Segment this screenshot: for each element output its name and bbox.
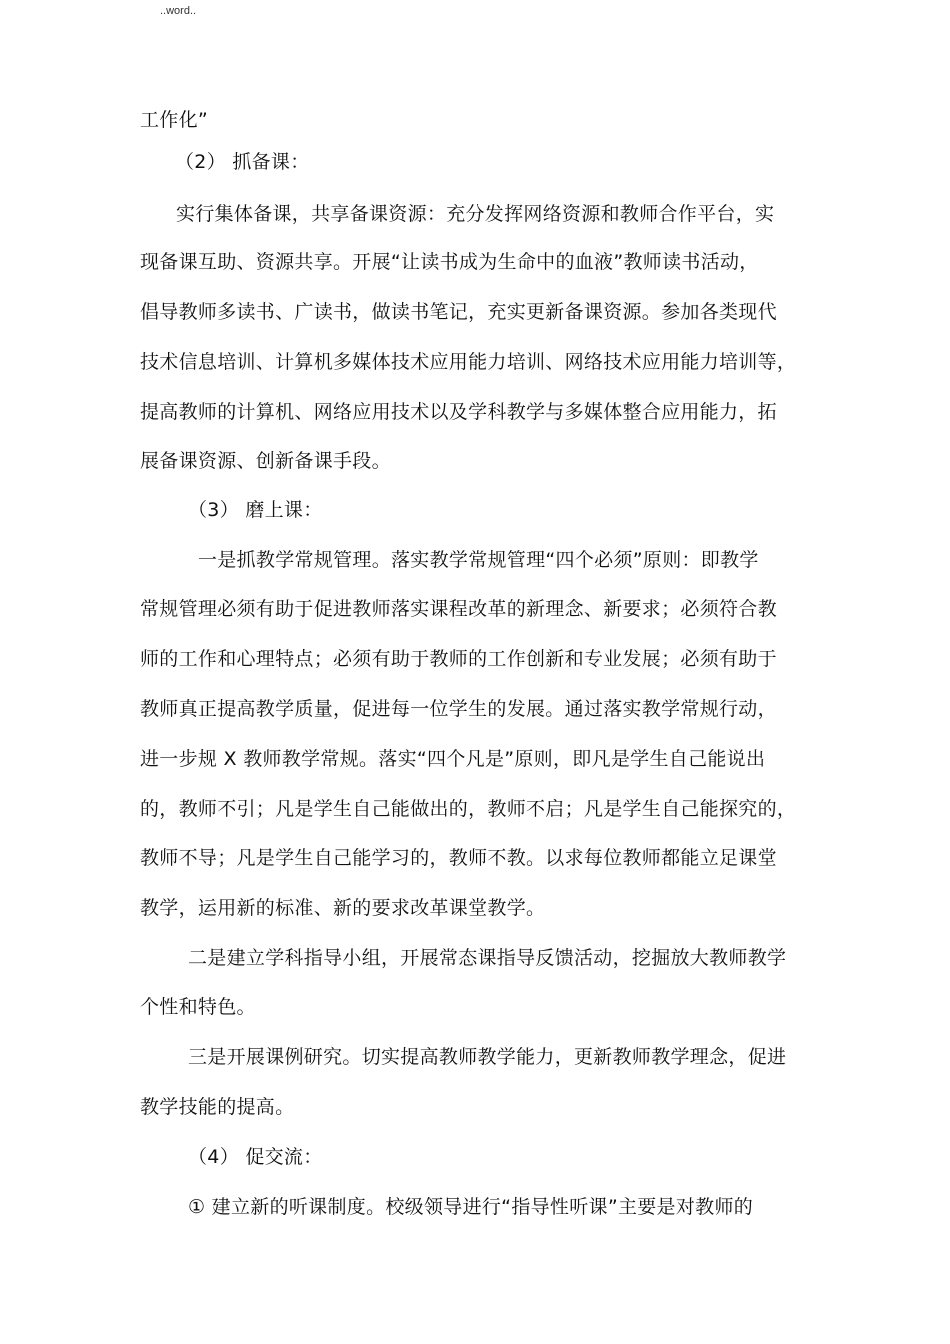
text-line: 提高教师的计算机、网络应用技术以及学科教学与多媒体整合应用能力，拓 (140, 401, 777, 423)
section-heading: （2） 抓备课： (175, 151, 310, 173)
text-line: 教学，运用新的标准、新的要求改革课堂教学。 (140, 897, 546, 919)
text-line: 一是抓教学常规管理。落实教学常规管理“四个必须”原则：即教学 (198, 549, 759, 571)
text-line: 进一步规 X 教师教学常规。落实“四个凡是”原则，即凡是学生自己能说出 (140, 748, 766, 770)
text-line: 实行集体备课，共享备课资源：充分发挥网络资源和教师合作平台，实 (176, 203, 775, 225)
page-header-mark: ..word.. (160, 5, 197, 17)
text-line: 工作化” (140, 109, 209, 131)
text-line: 教学技能的提高。 (140, 1096, 295, 1118)
text-line: 现备课互助、资源共享。开展“让读书成为生命中的血液”教师读书活动， (140, 251, 759, 273)
text-line: 技术信息培训、计算机多媒体技术应用能力培训、网络技术应用能力培训等， (140, 351, 797, 373)
text-line: 教师真正提高教学质量，促进每一位学生的发展。通过落实教学常规行动， (140, 698, 777, 720)
text-line: 教师不导；凡是学生自己能学习的，教师不教。以求每位教师都能立足课堂 (140, 847, 777, 869)
text-line: 个性和特色。 (140, 996, 256, 1018)
text-line: 师的工作和心理特点；必须有助于教师的工作创新和专业发展；必须有助于 (140, 648, 777, 670)
text-line: 常规管理必须有助于促进教师落实课程改革的新理念、新要求；必须符合教 (140, 598, 777, 620)
section-heading: （3） 磨上课： (188, 499, 323, 521)
text-line: 倡导教师多读书、广读书，做读书笔记，充实更新备课资源。参加各类现代 (140, 301, 777, 323)
text-line: 的，教师不引；凡是学生自己能做出的，教师不启；凡是学生自己能探究的， (140, 798, 797, 820)
text-line: ① 建立新的听课制度。校级领导进行“指导性听课”主要是对教师的 (188, 1196, 754, 1218)
text-line: 展备课资源、创新备课手段。 (140, 450, 391, 472)
text-line: 三是开展课例研究。切实提高教师教学能力，更新教师教学理念，促进 (188, 1046, 787, 1068)
section-heading: （4） 促交流： (188, 1146, 323, 1168)
text-line: 二是建立学科指导小组，开展常态课指导反馈活动，挖掘放大教师教学 (188, 947, 787, 969)
